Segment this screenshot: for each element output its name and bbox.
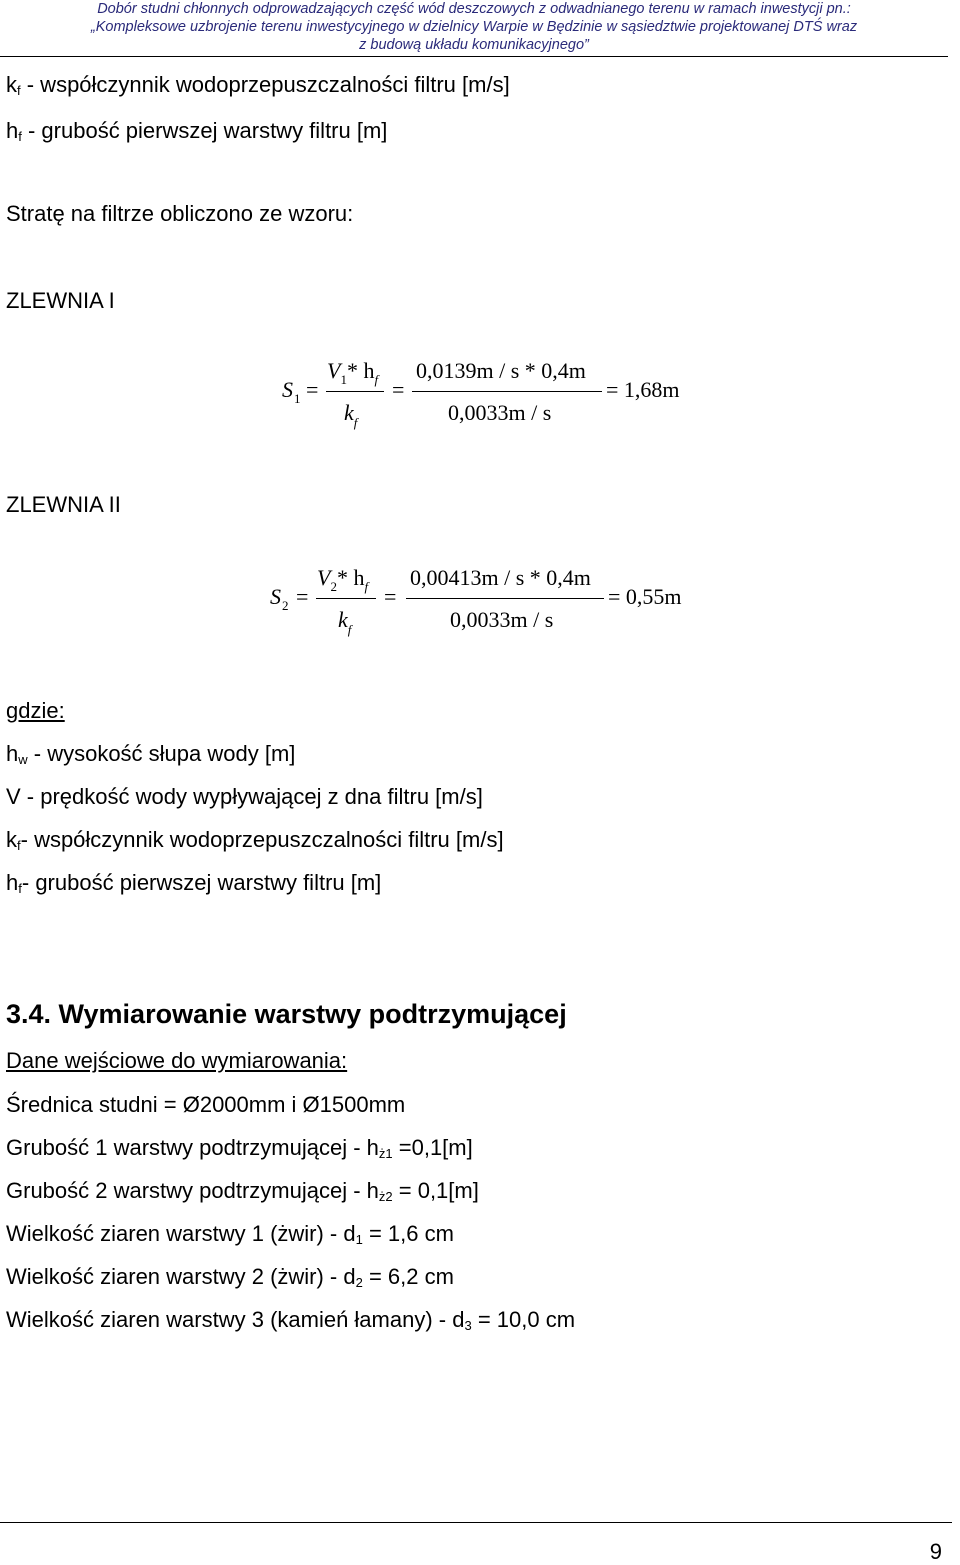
definition-kf-2 (6, 827, 504, 859)
grain-size-layer-2 (6, 1264, 454, 1296)
text: Wielkość ziaren warstwy 1 (żwir) - d (6, 1221, 356, 1246)
subscript: ż1 (378, 1146, 393, 1161)
formula-result: = 1,68m (606, 377, 680, 402)
denominator-sub: f (347, 622, 352, 637)
grain-size-layer-1 (6, 1221, 454, 1253)
header-line-3: z budową układu komunikacyjnego” (359, 37, 589, 53)
numerator-sub: 1 (340, 372, 347, 387)
subscript: f (17, 838, 21, 853)
subscript: f (18, 881, 22, 896)
formula-lhs-sub: 1 (294, 391, 301, 406)
symbol: h (6, 870, 19, 895)
formula-lhs-sub: 2 (282, 598, 289, 613)
text: = 6,2 cm (362, 1264, 454, 1289)
definition-kf (6, 72, 510, 104)
numerator-rest-sub: f (374, 372, 379, 387)
denominator-sub: f (353, 415, 358, 430)
where-label: gdzie: (6, 698, 65, 723)
definition-text: - wysokość słupa wody [m] (27, 741, 296, 766)
header-line-2: „Kompleksowe uzbrojenie terenu inwestycyjnego w dzielnicy Warpie w Będzinie w sąsiedztwie projektowanej DTŚ wraz (90, 19, 858, 35)
layer-1-thickness (6, 1135, 473, 1167)
formula-result: = 0,55m (608, 584, 682, 609)
numerator-rest: * h (336, 565, 365, 590)
text: Wielkość ziaren warstwy 3 (kamień łamany) - d (6, 1307, 465, 1332)
formula-lhs: S (282, 377, 293, 402)
denominator-value: 0,0033m / s (450, 607, 554, 632)
grain-size-layer-3 (6, 1307, 575, 1339)
input-data-label: Dane wejściowe do wymiarowania: (6, 1048, 348, 1073)
subscript: f (17, 83, 21, 98)
equals-sign: = (384, 584, 397, 609)
numerator-value: 0,00413m / s * 0,4m (410, 565, 591, 590)
footer-rule (0, 1522, 952, 1523)
subscript: 1 (355, 1232, 363, 1247)
denominator-symbol: k (344, 400, 354, 425)
subscript: 2 (355, 1275, 363, 1290)
fraction-bar (326, 391, 384, 392)
section-title-zlewnia-1: ZLEWNIA I (6, 288, 115, 313)
equals-sign: = (306, 377, 319, 402)
numerator-rest-sub: f (364, 579, 369, 594)
text: = 0,1[m] (392, 1178, 479, 1203)
subscript: 3 (464, 1318, 472, 1333)
text: Wielkość ziaren warstwy 2 (żwir) - d (6, 1264, 356, 1289)
subscript: w (18, 752, 28, 767)
section-title-zlewnia-2: ZLEWNIA II (6, 492, 121, 517)
denominator-symbol: k (338, 607, 348, 632)
definition-text: - współczynnik wodoprzepuszczalności filtru [m/s] (20, 827, 504, 852)
definition-text: - grubość pierwszej warstwy filtru [m] (21, 118, 388, 143)
text: Grubość 2 warstwy podtrzymującej - h (6, 1178, 379, 1203)
fraction-bar (406, 598, 604, 599)
fraction-bar (316, 598, 376, 599)
numerator-symbol: V (327, 358, 341, 383)
definition-text: - grubość pierwszej warstwy filtru [m] (21, 870, 382, 895)
numerator-value: 0,0139m / s * 0,4m (416, 358, 586, 383)
denominator-value: 0,0033m / s (448, 400, 552, 425)
text: = 10,0 cm (471, 1307, 576, 1332)
numerator-rest: * h (346, 358, 375, 383)
symbol: h (6, 118, 19, 143)
definition-v: V - prędkość wody wypływającej z dna filtru [m/s] (6, 784, 483, 809)
definition-hf (6, 118, 387, 150)
symbol: k (6, 827, 17, 852)
layer-2-thickness (6, 1178, 479, 1210)
text: = 1,6 cm (362, 1221, 454, 1246)
page-header (0, 0, 948, 57)
intro-text: Stratę na filtrze obliczono ze wzoru: (6, 201, 354, 226)
page-number: 9 (929, 1539, 942, 1564)
fraction-bar (412, 391, 602, 392)
text: =0,1[m] (392, 1135, 473, 1160)
symbol: h (6, 741, 19, 766)
text: Grubość 1 warstwy podtrzymującej - h (6, 1135, 379, 1160)
definition-text: - współczynnik wodoprzepuszczalności filtru [m/s] (20, 72, 510, 97)
subscript: f (18, 129, 22, 144)
well-diameter: Średnica studni = Ø2000mm i Ø1500mm (6, 1092, 406, 1117)
symbol: k (6, 72, 17, 97)
equals-sign: = (392, 377, 405, 402)
equals-sign: = (296, 584, 309, 609)
subscript: ż2 (378, 1189, 393, 1204)
header-line-1: Dobór studni chłonnych odprowadzających część wód deszczowych z odwadnianego terenu w ramach inwestycji pn.: (97, 1, 851, 17)
definition-hf-2 (6, 870, 381, 902)
section-heading: 3.4. Wymiarowanie warstwy podtrzymującej (6, 999, 567, 1029)
formula-lhs: S (270, 584, 281, 609)
definition-hw (6, 741, 295, 773)
numerator-sub: 2 (330, 579, 337, 594)
numerator-symbol: V (317, 565, 331, 590)
